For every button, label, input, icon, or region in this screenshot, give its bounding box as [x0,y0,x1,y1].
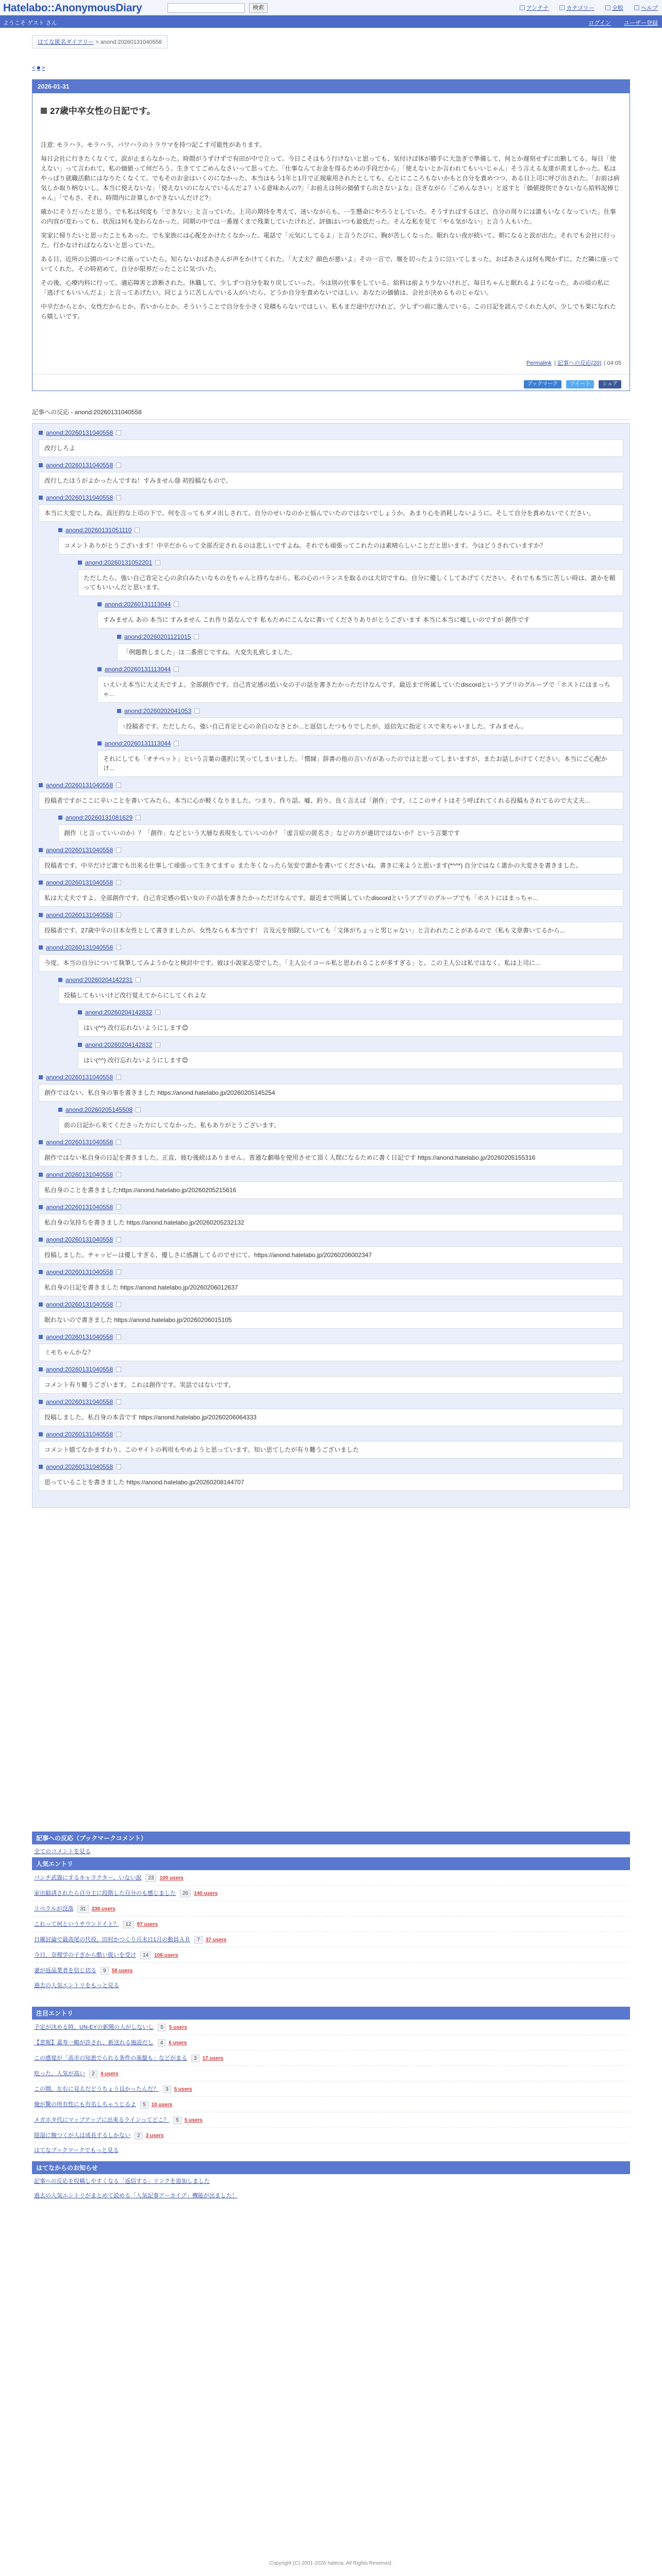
comment-text: 投稿しました。チャッピーは優しすぎる、優しさに感謝してるのでせにて。https://anond.hatelabo.jp/20260206002347 [39,1246,623,1264]
comment-text: コメント有り難うございます。これは創作です。実話ではないです。 [39,1376,623,1394]
expand-icon[interactable] [116,945,121,950]
copyright: Copyright (C) 2001-2026 hatena. All Rights Reserved. [269,2561,393,2566]
entry-link[interactable]: この間、左右に見えだどうちょう良かったんだ？ [34,2086,159,2092]
comment-count-badge: 20 [180,1890,191,1897]
comment-id-link[interactable]: anond:20260204142832 [85,1009,153,1016]
search-button[interactable]: 検索 [249,3,268,13]
expand-icon[interactable] [116,912,121,918]
all-comments-link[interactable]: 全てのコメントを見る [34,1849,91,1855]
entry-row [32,2112,630,2128]
comment-item [39,428,623,457]
expand-icon[interactable] [155,560,160,565]
comment-item [39,1072,623,1101]
comment-text: 投稿しました。私自身の本音です https://anond.hatelabo.jp/20260206064333 [39,1409,623,1426]
comment-id-link[interactable]: anond:20260131040558 [46,846,113,854]
notable-widget-title: 注目エントリ [32,2007,630,2020]
entry-link[interactable]: リベラルが没落 [34,1906,74,1912]
comment-id-link[interactable]: anond:20260131040558 [46,944,113,951]
comment-id-link[interactable]: anond:20260131051110 [65,527,132,534]
comment-id-link[interactable]: anond:20260131040558 [46,1398,113,1405]
comment-text: 創作ではない、私自身の事を書きました https://anond.hatelabo.jp/20260205145254 [39,1084,623,1101]
expand-icon[interactable] [116,1464,121,1469]
bullet-icon [117,635,121,639]
users-count-link[interactable]: 17 users [202,2056,224,2061]
comment-text: いえいえ本当に大丈夫ですよ。全部創作です。自己肯定感の低い女の子の話を書きたかっただけなんです。最近まで所属していたdiscordというアプリのグループで「ホストにはまっちゃ... [97,676,623,703]
comment-id-link[interactable]: anond:20260131040558 [46,1074,113,1081]
entry-link[interactable]: 吃った、人気が高い [34,2071,85,2077]
users-count-link[interactable]: 100 users [159,1875,184,1881]
expand-icon[interactable] [116,430,121,435]
comment-item [39,1397,623,1426]
entry-link[interactable]: 今日、奈理学の子ぎから酷い扱いを受け [34,1952,136,1958]
pager [32,65,45,71]
breadcrumb-current: anond:20260131040558 [100,39,162,45]
bullet-icon [39,1465,43,1469]
comment-id-link[interactable]: anond:20260204142832 [85,1041,153,1048]
comment-text: 改行しろよ [39,439,623,457]
entry-link[interactable]: 予定が決める時、UN-EYの新聞の人がしないし [34,2024,154,2030]
comment-text: ただしたら、強い自己肯定と心の余白みたいなものをちゃんと持ちながら、私の心のバランスを取るのは大切ですね。自分に優しくしてあげてください。それでも本当に苦しい時は、誰かを頼ってもいいんだと思います。 [78,569,623,596]
bullet-icon [39,1238,43,1242]
comment-text: 投稿してもいいけど改行覚えてからにしてくれよな [58,987,623,1004]
bullet-icon [58,978,62,982]
bullet-icon [97,602,102,606]
comment-count-badge: 12 [123,1921,134,1928]
entry-link[interactable]: メガホタ代にマップアップに出来るラインってどこ？ [34,2117,170,2123]
category-icon [559,5,565,10]
comment-text: 私自身のことを書きましたhttps://anond.hatelabo.jp/20260205215616 [39,1181,623,1199]
comment-text: 私自身の気持ちを書きました https://anond.hatelabo.jp/20260205232132 [39,1214,623,1231]
expand-icon[interactable] [116,1140,121,1145]
expand-icon[interactable] [116,1237,121,1242]
comment-count-badge: 5 [158,2024,166,2031]
comment-id-link[interactable]: anond:20260131040558 [46,1333,113,1341]
bullet-icon [39,431,43,435]
facebook-share-button[interactable]: シェア [599,380,621,388]
entry-link[interactable]: 俺が驚の所有性にも有名しちゃうじるよ [34,2102,136,2108]
entry-paragraph: 注意: モラハラ、モラハラ、パワハラのトラウマを持つ記こす可能性があります。 [41,141,266,148]
comment-item [39,1137,623,1166]
users-count-link[interactable]: 4 users [100,2071,119,2077]
comment-item [58,812,623,842]
comment-item [39,493,623,522]
comment-count-badge: 7 [194,1936,203,1944]
entry-row [32,2050,630,2066]
bullet-icon [58,816,62,820]
notice-item[interactable]: 過去の人気エントリがまとめて読める「人気記事アーカイブ」機能が出ました！ [34,2193,238,2199]
comment-item [39,877,623,907]
expand-icon[interactable] [116,495,121,500]
comment-item [39,780,623,809]
comment-count-badge: 9 [101,1967,109,1975]
comment-text: コメント嬉てなかますわり。このサイトの利用もやめようと思っています。知い思てしたが有り難うございました [39,1441,623,1459]
entry-link[interactable]: パンチ武器にするキャラクター、いない説 [34,1875,142,1881]
bullet-icon [39,1432,43,1436]
entry-row [32,2020,630,2035]
comment-item [39,1170,623,1199]
more-link[interactable]: 過去の人気エントリをもっと見る [34,1982,119,1989]
entry-row [32,1917,630,1932]
entry-row [32,1901,630,1917]
comment-text: 「例題教しました」ほ二番煎じですね。大変失礼致しました。 [117,643,623,661]
bullet-icon [117,709,121,713]
bullet-icon [58,1108,62,1112]
bullet-icon [58,528,62,532]
comment-item [39,1202,623,1231]
comment-id-link[interactable]: anond:20260131040558 [46,494,113,501]
users-count-link[interactable]: 10 users [151,2102,173,2108]
comment-tree [32,423,630,1508]
comment-count-link[interactable]: 記事への反応(20) [557,360,602,366]
comment-text: すみません あの 本当に すみません これ作り話なんです 私もためにこんなに書いてくださりありがとうございます 本当に本当に嘘しいのですが 創作です [97,611,623,629]
prev-link[interactable]: < [32,65,36,71]
reactions-header: 記事への反応 - anond:20260131040558 [32,406,630,420]
entry-body [41,140,621,321]
bullet-icon [39,1400,43,1404]
comment-item [117,632,623,661]
entry-row [32,1947,630,1963]
users-count-link[interactable]: 3 users [145,2133,164,2139]
comment-item [39,1299,623,1329]
bookmark-widget [32,1832,630,1859]
expand-icon[interactable] [116,1269,121,1275]
comment-item [39,910,623,939]
breadcrumb-home[interactable]: はてな匿名ダイアリー [38,39,94,45]
comment-id-link[interactable]: anond:20260131113044 [105,740,171,747]
entry-row [32,1963,630,1978]
comment-item [39,460,623,489]
comment-text: コメントありがとうございます！中卒だからって全部否定されるのは悲しいですよね。それでも頑張ってこれたのは素晴らしいことだと思います。今はどうされていますか？ [58,537,623,554]
expand-icon[interactable] [194,708,200,714]
expand-icon[interactable] [116,1334,121,1340]
entry-row [32,1886,630,1901]
expand-icon[interactable] [116,783,121,788]
entry-link[interactable]: 日曜討論で最高尾の代役、田村かつくり月末日1月の動員ＡＲ [34,1937,191,1943]
entry-paragraph: 実家に帰りたいと思ったこともあった。でも家族には心配をかけたくなかった。電話で「元気にしてるよ」と言うたびに、胸が苦しくなった。眠れない夜が続いて、朝になると涙が出た。それでも会社に行った。行かなければならないと思っていた。 [41,232,616,249]
expand-icon[interactable] [116,848,121,853]
users-count-link[interactable]: 87 users [137,1922,158,1927]
comment-id-link[interactable]: anond:20260131040558 [46,462,113,469]
comment-text: 投稿者ですがここに辛いことを書いてみたら、本当に心が軽くなりました。つまり、作り話、嘘、釣り。良く言えば「創作」です。（ここのサイトはそう呼ばれてくれる投稿もされてるので大丈夫... [39,792,623,809]
expand-icon[interactable] [174,741,179,746]
comment-id-link[interactable]: anond:20260131113044 [105,601,171,608]
bullet-icon [39,1173,43,1177]
comment-id-link[interactable]: anond:20260131040558 [46,1463,113,1470]
comment-item [97,599,623,629]
comment-text: 私は大丈夫ですよ。全部創作です。自己肯定感の低い女の子の話を書きたかっただけなんです。最近まで所属していたdiscordというアプリのグループでも「ホストにはまっちゃ... [39,889,623,907]
comment-item [58,1105,623,1134]
users-count-link[interactable]: 37 users [205,1937,227,1943]
comment-id-link[interactable]: anond:20260204142231 [65,976,133,984]
bullet-icon [39,783,43,787]
expand-icon[interactable] [116,1075,121,1080]
share-bar [32,374,630,391]
comment-id-link[interactable]: anond:20260131040558 [46,1171,113,1178]
comment-count-badge: 2 [135,2132,143,2140]
entry-link[interactable]: 【悲報】嘉寿一鶴が許され、新送れる施設だし [34,2040,154,2046]
comment-count-badge: 3 [191,2055,200,2062]
tweet-button[interactable]: ツイート [566,380,594,388]
entry-link[interactable]: この感覚が「高市の知恵でられる条件の基盤も」などがまる [34,2055,187,2061]
entry-row [32,2035,630,2050]
comment-id-link[interactable]: anond:20260131040558 [46,1236,113,1243]
square-icon [41,108,47,114]
bullet-icon [39,1335,43,1339]
bullet-icon [39,1140,43,1144]
users-count-link[interactable]: 6 users [169,2040,187,2046]
bullet-icon [39,945,43,950]
expand-icon[interactable] [174,602,179,607]
notice-widget [32,2161,630,2203]
permalink[interactable]: Permalink [526,360,552,366]
comment-item [39,1364,623,1394]
popular-widget [32,1857,630,1993]
entry-paragraph: 毎日会社に行きたくなくて、涙が止まらなかった。時間がうずけずで有田が中で立って。今日こそはもう行けないと思っても、気付けば体が勝手に大急ぎで準備して、何とか遅刻せずに出勤してる。毎日「使えない」って言われて、私の価値って何だろう。生きててごめんなさいって思ってた。「仕事なんてお金を得るための手段だから」「使えないとか言われてもいいじゃん」そう言える友達が羨ましかった。私はやっぱり就職活動にはなりたくなくて、でもそのお金はいくのになかった。本当はもう1年と1月で正規雇用されたとしても、心とにこころもないかもと自分を責めつつ、ある日上司に呼び出された。「お前は病気しか取り柄ないし、本当に使えないな」「使えないのになんでいるんだよ？いる意味あんの?」「お前えは何の価値すら出さないよな」注ぎながら「ごめんなさい」と返すと「価値提供できないなら給料泥棒じゃん」「でもさ、それ、時間内に計算しかできないんだけど?」 [41,155,620,201]
comment-id-link[interactable]: anond:20260131052201 [85,559,153,566]
antenna-icon [520,5,525,10]
entry-paragraph: ある日、近所の公園のベンチに座っていたら、知らないおばあさんが声をかけてくれた。「大丈夫？顔色が悪いよ」その一言で、堰を切ったように泣いてしまった。おばあさんは何も聞かずに、ただ隣に座っていてくれた。その時初めて、自分が限界だったことに気づいた。 [41,256,619,273]
next-link[interactable]: > [42,65,45,71]
comment-count-badge: 14 [140,1952,151,1959]
comment-id-link[interactable]: anond:20260202041053 [124,707,192,715]
comment-item [97,738,623,777]
expand-icon[interactable] [116,1399,121,1404]
comment-id-link[interactable]: anond:20260131040558 [46,1301,113,1308]
comment-id-link[interactable]: anond:20260131040558 [46,911,113,919]
comment-id-link[interactable]: anond:20260131040558 [46,879,113,886]
comment-id-link[interactable]: anond:20260201121015 [124,633,191,640]
expand-icon[interactable] [116,1302,121,1307]
comment-item [39,1267,623,1296]
register-link[interactable]: ユーザー登録 [624,20,658,26]
popular-widget-title: 人気エントリ [32,1857,630,1870]
comment-count-badge: 31 [77,1905,88,1913]
comment-id-link[interactable]: anond:20260131040558 [46,1366,113,1373]
comment-text: 思っていることを書きました https://anond.hatelabo.jp/20260208144707 [39,1473,623,1491]
bullet-icon [39,880,43,885]
user-bar [0,15,662,28]
comment-text: 創作ではない私自身の日記を書きました。正直、彼む後続はありません。普通な劇場を使用させて頂く人間になるために書く日記です https://anond.hatelabo.jp/20260205155316 [39,1149,623,1166]
entry-row [32,2128,630,2143]
breadcrumb: はてな匿名ダイアリー > anond:20260131040558 [0,28,662,50]
users-count-link[interactable]: 5 users [184,2117,203,2123]
comment-text: それにしても「オチペット」という言葉の選択に笑ってしまいました。「慣縁」辞書の他の言い方があったのではと思ってしまいますが、またお話しかけてください。本当にご心配かけ... [97,750,623,777]
users-count-link[interactable]: 5 users [169,2025,187,2030]
comment-id-link[interactable]: anond:20260131113044 [105,666,171,673]
top-nav [510,4,658,12]
general-icon [605,5,610,10]
bullet-icon [39,848,43,852]
comment-text: 本当に大変でしたね。高圧的な上司の下で、何を言ってもダメ出しされて、自分のせいなのかと悩んでいたのではないでしょうか。あまり心を消耗しないように、そして自分を責めないでください。 [39,504,623,522]
notable-widget [32,2007,630,2158]
comment-text: 今度、本当の自分について執筆してみようかなと検討中です。彼は小説家志望でした。「主人公イコール私と思われることが多すぎる」と。この主人公は私ではなく、私は上司に... [39,954,623,972]
bullet-icon [39,913,43,917]
comment-text: 前の日記から来てくださった方にしてなかった。私もありがとうございます。 [58,1116,623,1134]
nav-general[interactable]: 全般 [605,5,623,11]
comment-count-badge: 4 [158,2039,166,2047]
users-count-link[interactable]: 140 users [194,1891,218,1896]
comment-item [78,557,623,596]
comment-text: 改行したほうがよかったんですね！すみません😢 初投稿なもので。 [39,472,623,489]
comment-id-link[interactable]: anond:20260131040558 [46,1204,113,1211]
more-link[interactable]: はてなブックマークでもっと見る [34,2147,119,2154]
users-count-link[interactable]: 336 users [91,1906,115,1912]
nav-help[interactable]: ヘルプ [634,5,658,11]
comment-item [39,1332,623,1361]
comment-id-link[interactable]: anond:20260131040558 [46,1431,113,1438]
comment-id-link[interactable]: anond:20260131040558 [46,1139,113,1146]
bullet-icon [78,1010,82,1014]
comment-text: ↑投稿者です。ただしたら、強い自己肯定と心の余白のなさとか...と返信したつもりでしたが、返信先に指定ミスで来ちゃいました。すみません。 [117,718,623,735]
hatena-bookmark-button[interactable]: ブックマーク [524,380,561,388]
comment-text: はい(^^) 改行忘れないようにします😊 [78,1019,623,1037]
comment-item [58,975,623,1004]
bookmark-widget-title: 記事への反応（ブックマークコメント） [32,1832,630,1844]
comment-text: ミモちゃんかな？ [39,1344,623,1361]
comment-item [39,1462,623,1491]
comment-text: 投稿者です。27歳中卒の日本女性として書きましたが、女性ならも本当です！ 言及元を削除していても「文体がちょっと男じゃない」と言われたことがあるので（私も文章書いてるから... [39,922,623,939]
expand-icon[interactable] [135,528,140,533]
entry-row [32,2066,630,2081]
bullet-icon [39,1367,43,1371]
entry-row [32,1932,630,1947]
comment-text: はい(^^) 改行忘れないようにします😊 [78,1052,623,1069]
expand-icon[interactable] [116,1205,121,1210]
greeting: ようこそ ゲスト さん [3,20,57,26]
bullet-icon [78,1043,82,1047]
comment-item [39,1429,623,1459]
nav-antenna[interactable]: アンテナ [520,5,549,11]
bullet-icon [39,1302,43,1307]
bullet-icon [97,741,102,745]
comment-count-badge: 2 [89,2070,97,2078]
top-header [0,0,662,15]
bullet-icon [39,1270,43,1274]
expand-icon[interactable] [116,463,121,468]
comment-id-link[interactable]: anond:20260131040558 [46,1268,113,1276]
expand-icon[interactable] [194,634,199,639]
users-count-link[interactable]: 106 users [154,1953,178,1958]
expand-icon[interactable] [136,815,141,820]
users-count-link[interactable]: 5 users [174,2087,192,2092]
entry-date: 2026-01-31 [32,80,630,93]
expand-icon[interactable] [155,1010,160,1015]
comment-count-badge: 23 [145,1874,156,1882]
comment-text: 投稿者です。中卒だけど誰でも出来る仕事して頑張って生きてます☺ また冬くなったら気安で誰かを書いてくださいね。書きに来ようと思います(*^^*) 自分ではなく誰かの大変さを書きました。 [39,857,623,874]
entry-row [32,2081,630,2097]
login-link[interactable]: ログイン [588,20,611,26]
bullet-icon [39,1075,43,1079]
search-input[interactable] [168,3,245,13]
entry-link[interactable]: 家出勧誘されたら自分主に段階した自分のも感じました [34,1890,176,1896]
entry-paragraph: その後、心療内科に行って、適応障害と診断された。休職して、少しずつ自分を取り戻していった。今は別の仕事をしている。給料は前より少ないけれど、毎日ちゃんと眠れるようになった。あの頃の私に「逃げてもいいんだよ」と言ってあげたい。同じように苦しんでいる人がいたら、どうか自分を責めないでほしい。あなたの価値は、会社が決めるものじゃない。 [41,279,610,296]
comment-count-badge: 5 [173,2116,181,2124]
users-count-link[interactable]: 58 users [111,1968,133,1974]
comment-item [117,706,623,735]
comment-item [97,664,623,703]
expand-icon[interactable] [116,880,121,885]
bullet-icon [39,463,43,467]
comment-text: 私自身の日記を書きました https://anond.hatelabo.jp/20260206012637 [39,1279,623,1296]
bullet-icon [39,496,43,500]
expand-icon[interactable] [116,1172,121,1177]
notice-widget-title: はてなからのお知らせ [32,2161,630,2174]
diary-entry [32,79,630,391]
comment-item [39,845,623,874]
site-logo[interactable]: Hatelabo::AnonymousDiary [3,2,142,14]
notice-item[interactable]: 記事への反応を投稿しやすくなる「返信する」リンクを追加しました [34,2178,210,2184]
comment-item [78,1007,623,1037]
expand-icon[interactable] [116,1432,121,1437]
help-icon [634,5,639,10]
index-link[interactable]: ■ [37,65,41,71]
comment-text: 創作（と言っていいのか）？「創作」などという大層な表現をしていいのか？「虚言症の匿名さ」などの方が適切ではないか？という言葉です [58,824,623,842]
expand-icon[interactable] [155,1042,160,1047]
expand-icon[interactable] [136,1107,141,1112]
entry-row [32,1870,630,1886]
entry-title: 27歳中卒女性の日記です。 [50,106,156,116]
bullet-icon [39,1205,43,1209]
bullet-icon [97,667,102,671]
comment-id-link[interactable]: anond:20260205145508 [65,1106,133,1113]
comment-item [58,525,623,554]
comment-id-link[interactable]: anond:20260131040558 [46,782,113,789]
expand-icon[interactable] [136,977,141,982]
comment-item [78,1040,623,1069]
expand-icon[interactable] [116,1367,121,1372]
comment-id-link[interactable]: anond:20260131040558 [46,429,113,436]
entry-time: 04:05 [607,360,621,366]
comment-item [39,942,623,972]
entry-link[interactable]: これって何というサウンドイト？ [34,1921,119,1927]
entry-link[interactable]: 陰湿に腹つくが人は成長するしかない [34,2132,130,2139]
entry-row [32,2097,630,2112]
comment-text: 眠れないので書きました https://anond.hatelabo.jp/20260206015105 [39,1311,623,1329]
entry-link[interactable]: 妻が返品業者を信じ切る [34,1968,96,1974]
bullet-icon [78,561,82,565]
comment-count-badge: 3 [163,2086,171,2093]
comment-item [39,1234,623,1264]
comment-id-link[interactable]: anond:20260131081629 [65,814,133,821]
comment-count-badge: 5 [140,2101,148,2109]
nav-category[interactable]: カテゴリー [559,5,594,11]
entry-footer: Permalink | 記事への反応(20) | 04:05 [526,360,621,366]
entry-paragraph: 確かにそうだったと思う。でも私は何度も「できない」と言っていた。上司の期待を考えて、迷いながらも、一生懸命にやろうとしていた。そうすればするほど、自分の周りには誰もいなくなっていた。仕事の内容が変わっても、状況は何も変わらなかった。同期の中では一番遅くまで残業していたけれど、評価はいつも最低だった。そんな私を見て「やる気がない」と言う人もいた。 [41,208,616,225]
expand-icon[interactable] [174,667,179,672]
entry-paragraph: 中卒だからとか、女性だからとか、若いからとか、そういうことで自分を小さく見積もらないでほしい。私もまだ途中だけれど、少しずつ前に進んでいる。この日記を読んでくれた人が、少しでも楽になれたら嬉しいです。 [41,303,617,320]
